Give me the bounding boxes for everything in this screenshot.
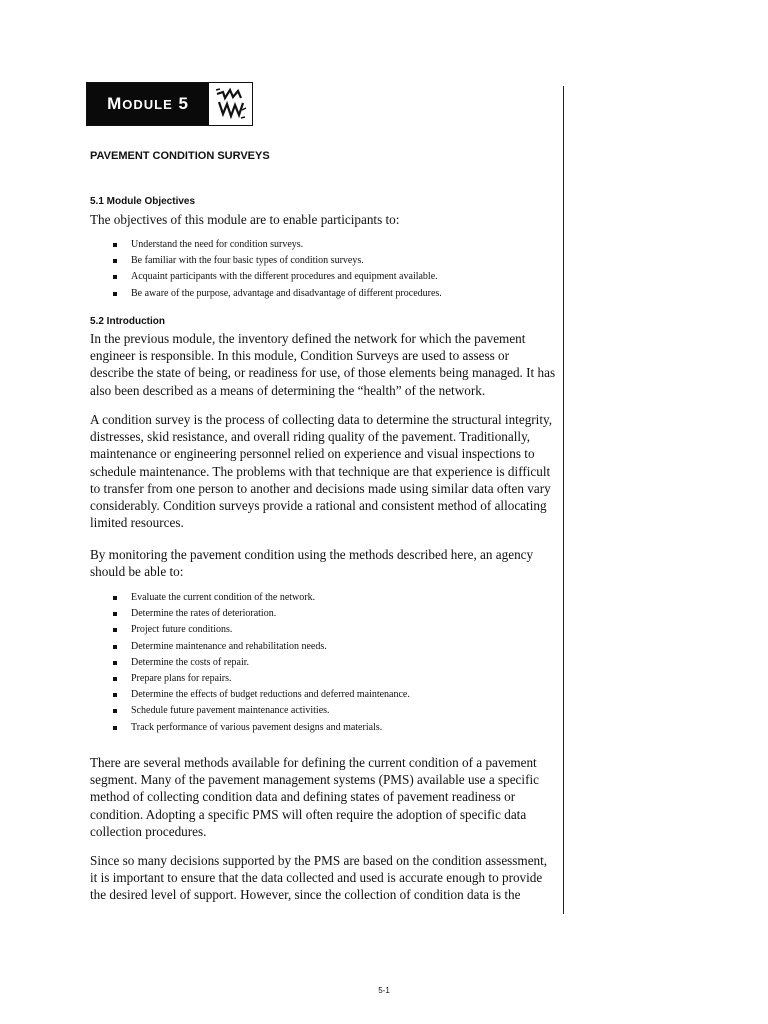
introduction-paragraph-5: Since so many decisions supported by the PMS are based on the condition assessment, it is important to ensure that the data collected and used is accurate enough to provide the desired level of support. However, since the collection of condition data is the [90, 853, 548, 903]
bullet-icon [113, 693, 117, 697]
objectives-list [113, 237, 442, 302]
page-number: 5-1 [378, 986, 390, 995]
pavement-crack-logo-icon [209, 83, 252, 125]
margin-rule [563, 86, 564, 914]
section-heading-introduction: 5.2 Introduction [90, 316, 165, 327]
objectives-intro-text: The objectives of this module are to enable participants to: [90, 212, 400, 227]
bullet-icon [113, 292, 117, 296]
bullet-icon [113, 612, 117, 616]
list-item: Track performance of various pavement designs and materials. [113, 720, 410, 736]
list-item: Determine the costs of repair. [113, 655, 410, 671]
page-title: PAVEMENT CONDITION SURVEYS [90, 150, 270, 162]
list-item: Be aware of the purpose, advantage and disadvantage of different procedures. [113, 286, 442, 302]
list-item: Prepare plans for repairs. [113, 671, 410, 687]
list-item: Be familiar with the four basic types of condition surveys. [113, 253, 442, 269]
bullet-icon [113, 677, 117, 681]
bullet-icon [113, 628, 117, 632]
bullet-icon [113, 726, 117, 730]
bullet-icon [113, 596, 117, 600]
introduction-paragraph-3: By monitoring the pavement condition using the methods described here, an agency should be able to: [90, 547, 534, 580]
bullet-icon [113, 661, 117, 665]
list-item: Determine maintenance and rehabilitation needs. [113, 639, 410, 655]
list-item: Understand the need for condition surveys. [113, 237, 442, 253]
monitoring-benefits-list [113, 590, 410, 736]
introduction-paragraph-4: There are several methods available for defining the current condition of a pavement segment. Many of the pavement management systems (PMS) available use a specific method of collecting condition data and defining states of pavement readiness or condition. Adopting a specific PMS will often require the adoption of specific data collection procedures. [90, 755, 539, 839]
list-item: Evaluate the current condition of the network. [113, 590, 410, 606]
module-number: 5 [178, 94, 189, 113]
module-label-rest: ODULE [122, 96, 173, 112]
module-label [87, 83, 209, 125]
bullet-icon [113, 645, 117, 649]
list-item: Determine the effects of budget reductions and deferred maintenance. [113, 687, 410, 703]
objectives-intro [90, 211, 556, 228]
section-heading-objectives: 5.1 Module Objectives [90, 196, 196, 207]
bullet-icon [113, 709, 117, 713]
list-item: Project future conditions. [113, 622, 410, 638]
bullet-icon [113, 259, 117, 263]
list-item: Acquaint participants with the different procedures and equipment available. [113, 269, 442, 285]
introduction-paragraph-1: In the previous module, the inventory defined the network for which the pavement engineer is responsible. In this module, Condition Surveys are used to assess or describe the state of being, or readiness for use, of those elements being managed. It has also been described as a means of determining the “health” of the network. [90, 331, 556, 398]
bullet-icon [113, 243, 117, 247]
module-label-prefix: M [107, 94, 123, 113]
module-badge [86, 82, 253, 126]
list-item: Schedule future pavement maintenance activities. [113, 703, 410, 719]
bullet-icon [113, 275, 117, 279]
introduction-paragraph-2: A condition survey is the process of collecting data to determine the structural integrity, distresses, skid resistance, and overall riding quality of the pavement. Traditionally, maintenance or engineering personnel relied on experience and visual inspections to schedule maintenance. The problems with that technique are that experience is difficult to transfer from one person to another and decisions made using similar data often vary considerably. Condition surveys provide a rational and consistent method of allocating limited resources. [90, 412, 553, 531]
list-item: Determine the rates of deterioration. [113, 606, 410, 622]
